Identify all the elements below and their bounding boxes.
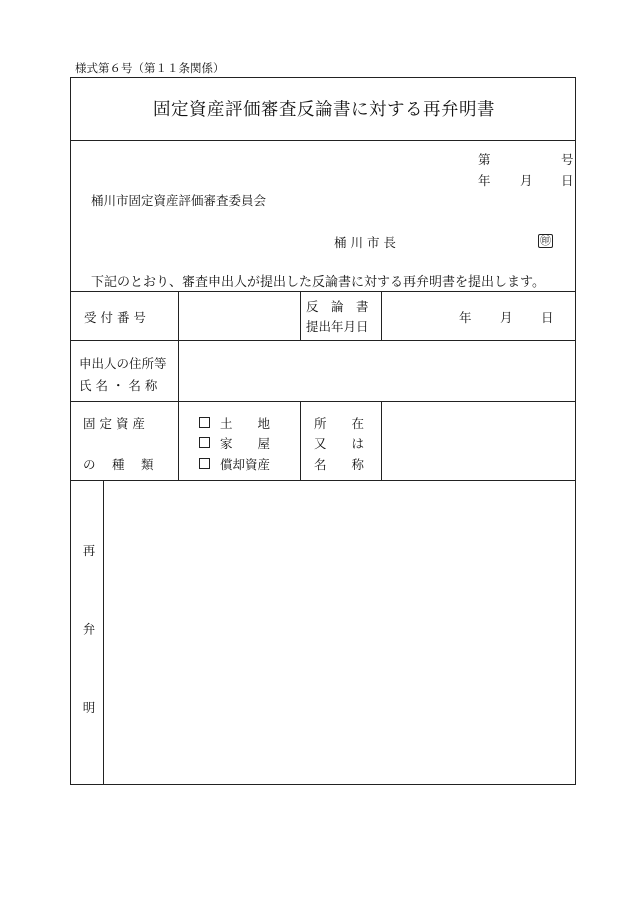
date-year: 年	[478, 173, 491, 188]
location-label-2: 又 は	[314, 436, 365, 451]
form-number: 様式第６号（第１１条関係）	[75, 61, 225, 75]
checkbox-icon[interactable]	[199, 437, 210, 448]
submit-date-label-1: 反 論 書	[306, 299, 369, 314]
location-label-3: 名 称	[314, 457, 365, 472]
addressee: 桶川市固定資産評価審査委員会	[91, 193, 267, 208]
rebuttal-label: 再弁明	[81, 544, 96, 780]
date-day: 日	[561, 173, 574, 188]
divider	[71, 291, 575, 292]
date-month: 月	[520, 173, 533, 188]
sender-name: 桶 川 市 長	[334, 235, 396, 250]
submit-day: 日	[541, 310, 554, 325]
column-divider	[381, 401, 382, 480]
checkbox-icon[interactable]	[199, 417, 210, 428]
form-frame	[70, 77, 576, 785]
location-label-1: 所 在	[314, 416, 365, 431]
doc-no-prefix: 第	[478, 152, 491, 167]
column-divider	[300, 401, 301, 480]
doc-no-suffix: 号	[561, 152, 574, 167]
option-house[interactable]: 家 屋	[199, 434, 270, 452]
applicant-label-1: 申出人の住所等	[79, 356, 167, 371]
divider	[71, 140, 575, 141]
submit-year: 年	[459, 310, 472, 325]
option-land[interactable]: 土 地	[199, 414, 270, 432]
property-label-2: の 種 類	[83, 457, 154, 472]
statement: 下記のとおり、審査申出人が提出した反論書に対する再弁明書を提出します。	[91, 275, 545, 290]
submit-month: 月	[500, 310, 513, 325]
divider	[71, 340, 575, 341]
option-depreciable[interactable]: 償却資産	[199, 455, 270, 473]
property-label-1: 固 定 資 産	[83, 416, 145, 431]
checkbox-icon[interactable]	[199, 458, 210, 469]
applicant-label-2: 氏 名 ・ 名 称	[79, 378, 158, 393]
submit-date-label-2: 提出年月日	[306, 319, 369, 334]
column-divider	[300, 291, 301, 340]
rebuttal-content-area[interactable]	[104, 481, 574, 783]
column-divider	[178, 291, 179, 480]
reception-number-label: 受 付 番 号	[84, 310, 146, 325]
divider	[71, 401, 575, 402]
seal-mark: ㊞	[540, 234, 551, 247]
form-title: 固定資産評価審査反論書に対する再弁明書	[153, 100, 495, 120]
column-divider	[381, 291, 382, 340]
